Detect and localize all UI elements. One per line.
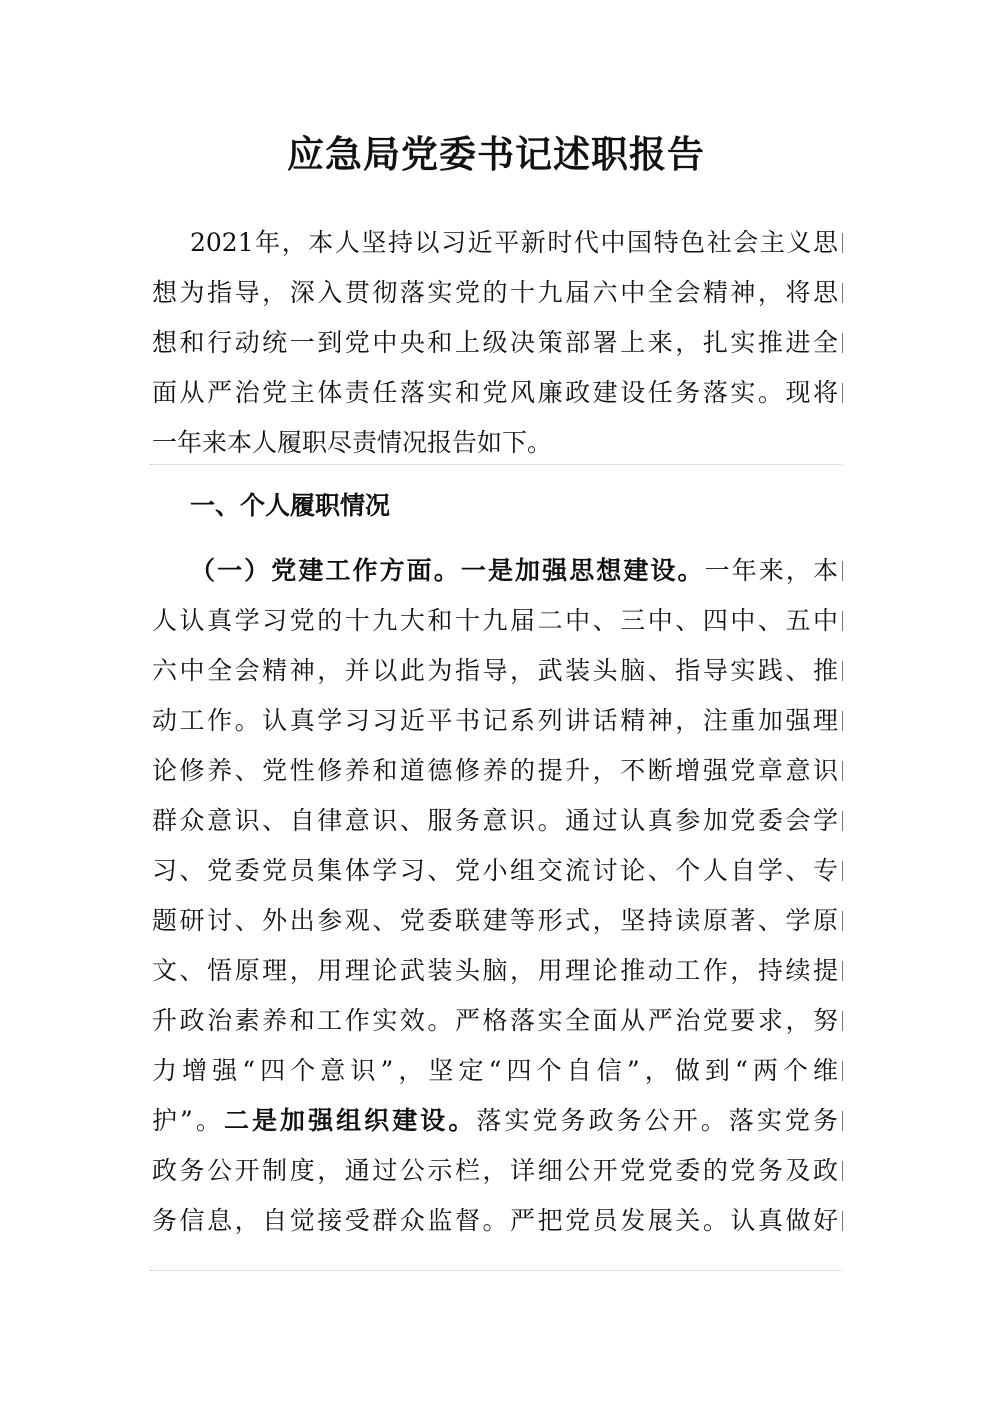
para1-line-8: 题研讨、外出参观、党委联建等形式，坚持读原著、学原 (152, 906, 838, 935)
para1-line-11: 力增强“四个意识”，坚定“四个自信”，做到“两个维 (152, 1056, 838, 1085)
document-title: 应急局党委书记述职报告 (287, 132, 705, 176)
intro-line-2: 想为指导，深入贯彻落实党的十九届六中全会精神，将思 (152, 278, 838, 307)
para1-line-2: 人认真学习党的十九大和十九届二中、三中、四中、五中 (152, 606, 838, 635)
margin-tick (842, 1061, 843, 1081)
margin-tick (842, 761, 843, 781)
para1-mixed-bold: 二是加强组织建设。 (223, 1106, 477, 1135)
margin-tick (842, 561, 843, 581)
para1-line-14: 务信息，自觉接受群众监督。严把党员发展关。认真做好 (152, 1206, 838, 1235)
margin-tick (842, 611, 843, 631)
margin-tick (842, 233, 843, 253)
section-heading: 一、个人履职情况 (190, 491, 391, 520)
para1-line-4: 动工作。认真学习习近平书记系列讲话精神，注重加强理 (152, 706, 838, 735)
para1-line-9: 文、悟原理，用理论武装头脑，用理论推动工作，持续提 (152, 956, 838, 985)
margin-tick (842, 333, 843, 353)
margin-tick (842, 1111, 843, 1131)
margin-tick (842, 1211, 843, 1231)
para1-line-10: 升政治素养和工作实效。严格落实全面从严治党要求，努 (152, 1006, 838, 1035)
paragraph-separator (150, 464, 842, 465)
para1-mixed-pre: 护”。 (152, 1106, 224, 1135)
margin-tick (842, 1011, 843, 1031)
intro-line-5: 一年来本人履职尽责情况报告如下。 (152, 428, 553, 457)
para1-line-7: 习、党委党员集体学习、党小组交流讨论、个人自学、专 (152, 856, 838, 885)
margin-tick (842, 961, 843, 981)
margin-tick (842, 383, 843, 403)
margin-tick (842, 661, 843, 681)
margin-tick (842, 711, 843, 731)
page-bottom-rule (150, 1270, 842, 1271)
para1-line-1 (190, 546, 838, 596)
para1-lead-text: 一年来，本 (704, 556, 838, 585)
para1-bold-lead: （一）党建工作方面。一是加强思想建设。 (190, 556, 705, 585)
margin-tick (842, 911, 843, 931)
para1-line-5: 论修养、党性修养和道德修养的提升，不断增强党章意识 (152, 756, 838, 785)
intro-line-1: 2021年，本人坚持以习近平新时代中国特色社会主义思 (190, 228, 838, 257)
para1-line-13: 政务公开制度，通过公示栏，详细公开党党委的党务及政 (152, 1156, 838, 1185)
para1-line-3: 六中全会精神，并以此为指导，武装头脑、指导实践、推 (152, 656, 838, 685)
para1-line-12 (152, 1096, 838, 1146)
para1-mixed-post: 落实党务政务公开。落实党务 (476, 1106, 838, 1135)
para1-line-6: 群众意识、自律意识、服务意识。通过认真参加党委会学 (152, 806, 838, 835)
margin-tick (842, 1161, 843, 1181)
intro-line-4: 面从严治党主体责任落实和党风廉政建设任务落实。现将 (152, 378, 838, 407)
margin-tick (842, 861, 843, 881)
margin-tick (842, 811, 843, 831)
margin-tick (842, 283, 843, 303)
intro-line-3: 想和行动统一到党中央和上级决策部署上来，扎实推进全 (152, 328, 838, 357)
